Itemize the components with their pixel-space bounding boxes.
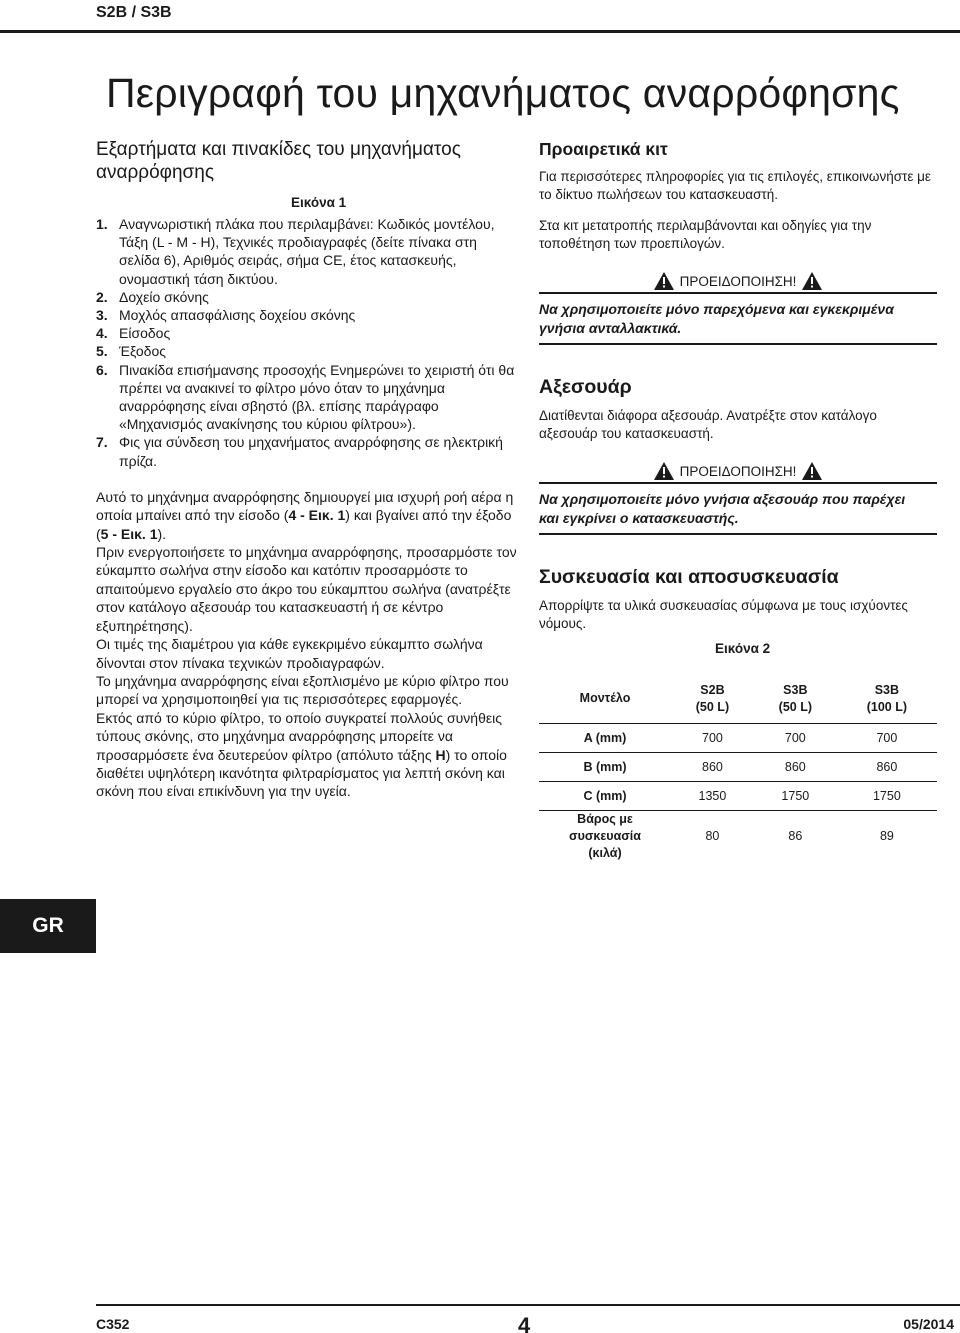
table-cell: 860 [702, 759, 723, 774]
row-label: A (mm) [583, 730, 627, 745]
warning-text: Να χρησιμοποιείτε μόνο γνήσια αξεσουάρ που παρέχει και εγκρίνει ο κατασκευαστής. [539, 491, 906, 526]
list-item-text: Μοχλός απασφάλισης δοχείου σκόνης [119, 307, 356, 324]
list-item-text: Πινακίδα επισήμανσης προσοχής Ενημερώνει το χειριστή ότι θα πρέπει να ανακινεί το φίλτρο μόνο όταν το μηχάνημα αναρρόφησης είναι σβηστό (βλ. επίσης παράγραφο «Μηχανισμός ανακίνησης του κύριου φίλτρου»). [119, 361, 515, 433]
kits-instructions-paragraph: Στα κιτ μετατροπής περιλαμβάνονται και οδηγίες για την τοποθέτηση των προεπιλογών. [539, 218, 872, 251]
list-item-text: Είσοδος [119, 325, 171, 342]
row-label-line: (κιλά) [588, 845, 622, 860]
warning-box [539, 482, 937, 535]
list-item-number: 6. [96, 361, 108, 378]
warning-header [539, 272, 937, 290]
filter-class: H [435, 746, 446, 763]
column-header [754, 675, 837, 723]
table-row [539, 752, 937, 781]
table-cell: 89 [879, 829, 894, 843]
list-item [96, 324, 520, 342]
list-item-text: Έξοδος [119, 343, 166, 360]
inlet-reference: 4 - Εικ. 1 [288, 507, 346, 524]
footer-rule [96, 1304, 960, 1306]
document-code: S2B / S3B [96, 4, 172, 21]
kits-paragraph: Για περισσότερες πληροφορίες για τις επιλογές, επικοινωνήστε με το δίκτυο πωλήσεων του κατασκευαστή. [539, 169, 931, 202]
parts-list [96, 215, 520, 470]
table-header-row [539, 675, 937, 723]
list-item-number: 4. [96, 325, 108, 342]
language-tab: GR [0, 899, 96, 953]
accessories-paragraph: Διατίθενται διάφορα αξεσουάρ. Ανατρέξτε στον κατάλογο αξεσουάρ του κατασκευαστή. [539, 408, 877, 441]
warning-label: ΠΡΟΕΙΔΟΠΟΙΗΣΗ! [679, 273, 797, 289]
column-header [671, 675, 754, 723]
row-label: C (mm) [583, 788, 627, 803]
packaging-paragraph: Απορρίψτε τα υλικά συσκευασίας σύμφωνα με τους ισχύοντες νόμους. [539, 598, 908, 631]
model-name: S3B [874, 682, 900, 697]
secondary-filter-paragraph [96, 709, 520, 801]
right-column [539, 138, 939, 862]
column-header-model: Μοντέλο [579, 691, 631, 706]
airflow-text: ). [157, 525, 167, 542]
warning-label: ΠΡΟΕΙΔΟΠΟΙΗΣΗ! [679, 463, 797, 479]
table-row [539, 810, 937, 862]
figure-2-caption: Εικόνα 2 [715, 641, 771, 656]
table-cell: 860 [876, 759, 898, 774]
section-heading-components: Εξαρτήματα και πινακίδες του μηχανήματος αναρρόφησης [96, 139, 461, 183]
table-cell: 700 [702, 730, 723, 745]
warning-triangle-icon [802, 462, 822, 480]
model-name: S2B [700, 682, 725, 697]
outlet-reference: 5 - Εικ. 1 [100, 525, 158, 542]
footer-doc-code: C352 [96, 1316, 130, 1332]
page-title: Περιγραφή του μηχανήματος αναρρόφησης [106, 70, 900, 116]
warning-text: Να χρησιμοποιείτε μόνο παρεχόμενα και εγκεκριμένα γνήσια ανταλλακτικά. [539, 301, 894, 336]
list-item-number: 5. [96, 343, 108, 360]
model-capacity: (50 L) [778, 699, 812, 714]
list-item-number: 7. [96, 434, 108, 451]
warning-header [539, 462, 937, 480]
row-label: B (mm) [583, 759, 627, 774]
list-item-text: Αναγνωριστική πλάκα που περιλαμβάνει: Κωδικός μοντέλου, Τάξη (L - M - H), Τεχνικές προδιαγραφές (δείτε πίνακα στη σελίδα 6), Αριθμός σειράς, σήμα CE, έτος κατασκευής, ονομαστική τάση δικτύου. [119, 216, 495, 287]
hose-paragraph: Πριν ενεργοποιήσετε το μηχάνημα αναρρόφησης, προσαρμόστε τον εύκαμπτο σωλήνα στην είσοδο και κατόπιν προσαρμόστε το απαιτούμενο εργαλείο στο άκρο του εύκαμπτου σωλήνα (ανατρέξτε στον κατάλογο αξεσουάρ του κατασκευαστή ή σε κέντρο εξυπηρέτησης). [96, 544, 517, 634]
model-capacity: (50 L) [695, 699, 730, 714]
section-heading-kits: Προαιρετικά κιτ [539, 139, 668, 159]
main-filter-paragraph: Το μηχάνημα αναρρόφησης είναι εξοπλισμένο με κύριο φίλτρο που μπορεί να χρησιμοποιηθεί για τις περισσότερες εφαρμογές. [96, 672, 509, 708]
warning-triangle-icon [654, 272, 674, 290]
row-label [539, 810, 671, 862]
table-cell: 1350 [698, 788, 727, 803]
table-cell: 700 [876, 730, 898, 745]
page-number: 4 [518, 1313, 531, 1333]
filter-text: Εκτός από το κύριο φίλτρο, το οποίο συγκρατεί πολλούς συνήθεις τύπους σκόνης, στο μηχάνημα αναρρόφησης μπορείτε να προσαρμόσετε ένα δευτερεύον φίλτρο (απόλυτο τάξης [96, 709, 502, 763]
column-header [837, 675, 937, 723]
footer-date: 05/2014 [903, 1316, 954, 1332]
warning-triangle-icon [654, 462, 674, 480]
filter-text: ) το οποίο διαθέτει υψηλότερη ικανότητα φιλτραρίσματος για λεπτή σκόνη και σκόνη που είναι επικίνδυνη για την υγεία. [96, 746, 507, 800]
list-item [96, 342, 520, 360]
list-item [96, 288, 520, 306]
table-cell: 860 [784, 759, 806, 774]
list-item [96, 361, 520, 434]
list-item [96, 306, 520, 324]
table-cell: 700 [784, 730, 806, 745]
airflow-text: Αυτό το μηχάνημα αναρρόφησης δημιουργεί μια ισχυρή ροή αέρα η οποία μπαίνει από την είσοδο ( [96, 488, 514, 524]
table-cell: 1750 [872, 788, 901, 803]
airflow-text: ) και βγαίνει από την έξοδο ( [96, 507, 512, 542]
packaging-dimensions-table [539, 675, 937, 862]
table-cell: 1750 [781, 788, 810, 803]
section-heading-accessories: Αξεσουάρ [539, 376, 632, 398]
list-item-number: 3. [96, 307, 108, 324]
list-item [96, 433, 520, 469]
warning-box [539, 292, 937, 345]
figure-1-caption: Εικόνα 1 [291, 195, 347, 210]
row-label-line: συσκευασία [569, 828, 641, 843]
list-item-number: 2. [96, 288, 108, 305]
model-name: S3B [783, 682, 808, 697]
table-cell: 80 [705, 829, 720, 843]
header-rule [0, 30, 960, 33]
list-item-text: Δοχείο σκόνης [119, 288, 209, 305]
list-item-text: Φις για σύνδεση του μηχανήματος αναρρόφησης σε ηλεκτρική πρίζα. [119, 434, 503, 469]
list-item [96, 215, 520, 288]
section-heading-packaging: Συσκευασία και αποσυσκευασία [539, 566, 839, 588]
airflow-paragraph [96, 488, 520, 543]
diameter-paragraph: Οι τιμές της διαμέτρου για κάθε εγκεκριμένο εύκαμπτο σωλήνα δίνονται στον πίνακα τεχνικών προδιαγραφών. [96, 636, 483, 671]
warning-triangle-icon [802, 272, 822, 290]
model-capacity: (100 L) [866, 699, 908, 714]
left-column [96, 138, 520, 801]
row-label-line: Βάρος με [577, 811, 633, 826]
table-cell: 86 [788, 829, 803, 843]
table-row [539, 723, 937, 752]
list-item-number: 1. [96, 216, 108, 232]
table-row [539, 781, 937, 810]
